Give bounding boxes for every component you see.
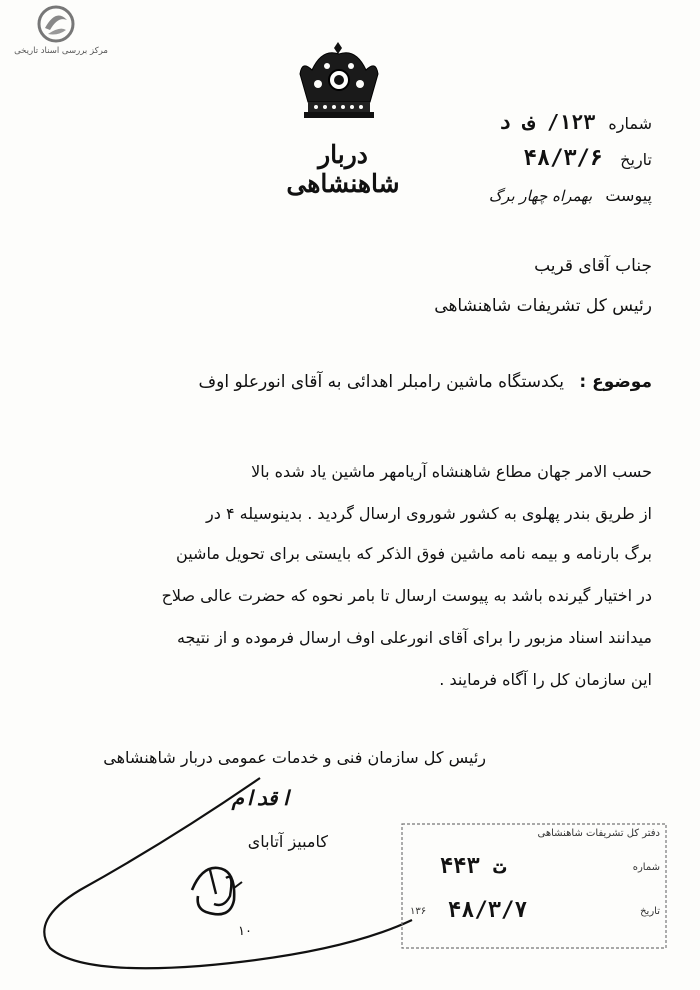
court-name: دربار شاهنشاهی [286,140,400,198]
number-row [499,110,652,134]
archive-logo [6,4,116,60]
attachment-label: پیوست [605,186,652,205]
stamp-field2-label: تاریخ [640,906,660,917]
number-value: ۱۲۳/ ف د [498,110,596,134]
subject-text: یکدستگاه ماشین رامبلر اهدائی به آقای انورعلو اوف [198,372,564,392]
subject-label: موضوع : [579,372,652,392]
body-line-1: حسب الامر جهان مطاع شاهنشاه آریامهر ماشین یاد شده بالا [251,462,652,481]
handwritten-note: اقدام [231,786,292,810]
body-line-6: این سازمان کل را آگاه فرمایند . [439,670,652,689]
date-label: تاریخ [620,150,652,169]
body-line-3: برگ بارنامه و بیمه نامه ماشین فوق الذکر که بایستی برای تحویل ماشین [176,544,652,563]
date-value: ۴۸/۳/۶ [523,146,604,171]
archive-caption: مرکز بررسی اسناد تاریخی [14,46,108,56]
recipient-title: رئیس کل تشریفات شاهنشاهی [434,296,652,316]
number-label: شماره [608,114,652,133]
signature-initials: ۱۰ [238,924,252,939]
stamp-border [400,822,668,950]
date-row [524,146,652,171]
royal-crown-icon [292,40,386,120]
registry-stamp [400,822,668,950]
stamp-field1-value: ۴۴۳ ت [440,854,507,879]
attachment-value: بهمراه چهار برگ [488,187,593,205]
stamp-field1-label: شماره [632,862,660,873]
signatory-title: رئیس کل سازمان فنی و خدمات عمومی دربار شاهنشاهی [103,748,486,767]
subject-line [199,372,652,392]
signatory-name: کامبیز آتابای [247,832,328,851]
stamp-header: دفتر کل تشریفات شاهنشاهی [537,828,660,839]
archive-emblem-icon [36,4,76,44]
body-line-2: از طریق بندر پهلوی به کشور شوروی ارسال گردید . بدینوسیله ۴ در [206,504,652,523]
recipient-name: جناب آقای قریب [534,256,652,276]
body-line-5: میدانند اسناد مزبور را برای آقای انورعلی اوف ارسال فرموده و از نتیجه [176,628,652,647]
attachment-row [489,186,652,205]
stamp-code: ۱۳۶ [410,906,427,917]
stamp-field2-value: ۴۸/۳/۷ [448,898,528,923]
body-line-4: در اختیار گیرنده باشد به پیوست ارسال تا بامر نحوه که حضرت عالی صلاح [161,586,652,605]
handwritten-signature [20,770,420,980]
